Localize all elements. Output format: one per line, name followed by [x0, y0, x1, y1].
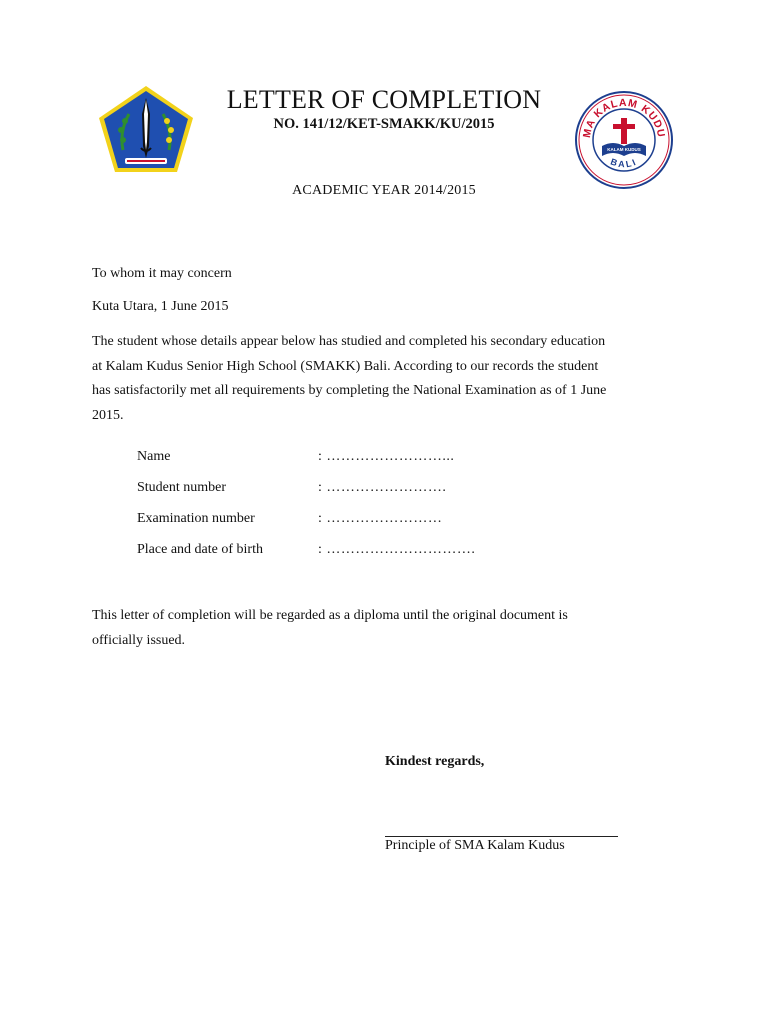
detail-value-name: : ……………………...: [318, 449, 455, 464]
signature-line: [385, 836, 618, 837]
body-line: The student whose details appear below has studied and completed his secondary education: [92, 334, 606, 349]
signatory: Principle of SMA Kalam Kudus: [385, 838, 565, 853]
detail-label-name: Name: [137, 449, 171, 464]
emblem-bottom-text: BALI: [609, 156, 639, 170]
body-paragraph: [92, 330, 677, 428]
emblem-book-text: KALAM KUDUS: [607, 147, 641, 152]
place-date: Kuta Utara, 1 June 2015: [92, 299, 229, 314]
closing-line: officially issued.: [92, 633, 186, 648]
regional-crest-logo: [97, 84, 195, 174]
detail-value-birth: : ………………………….: [318, 542, 476, 557]
regards: Kindest regards,: [385, 754, 485, 769]
detail-value-examination-number: : ……………………: [318, 511, 443, 526]
body-line: at Kalam Kudus Senior High School (SMAKK) Bali. According to our records the student: [92, 358, 599, 374]
emblem-ring-text: MA KALAM KUDU: [580, 96, 668, 139]
school-emblem-logo: [574, 90, 674, 190]
salutation: To whom it may concern: [92, 266, 232, 281]
school-emblem-icon: [574, 90, 674, 190]
closing-paragraph: [92, 603, 568, 653]
detail-label-birth: Place and date of birth: [137, 542, 263, 557]
body-line: 2015.: [92, 407, 124, 423]
detail-label-student-number: Student number: [137, 480, 227, 495]
detail-value-student-number: : …………………….: [318, 480, 447, 495]
detail-label-examination-number: Examination number: [137, 511, 255, 526]
closing-line: This letter of completion will be regarded as a diploma until the original document is: [92, 608, 568, 623]
letter-number: NO. 141/12/KET-SMAKK/KU/2015: [273, 116, 495, 132]
letter-title: LETTER OF COMPLETION: [226, 85, 542, 114]
academic-year: ACADEMIC YEAR 2014/2015: [292, 183, 476, 198]
body-line: has satisfactorily met all requirements by completing the National Examination as of 1 June: [92, 383, 607, 398]
regional-government-crest-icon: [97, 84, 195, 174]
